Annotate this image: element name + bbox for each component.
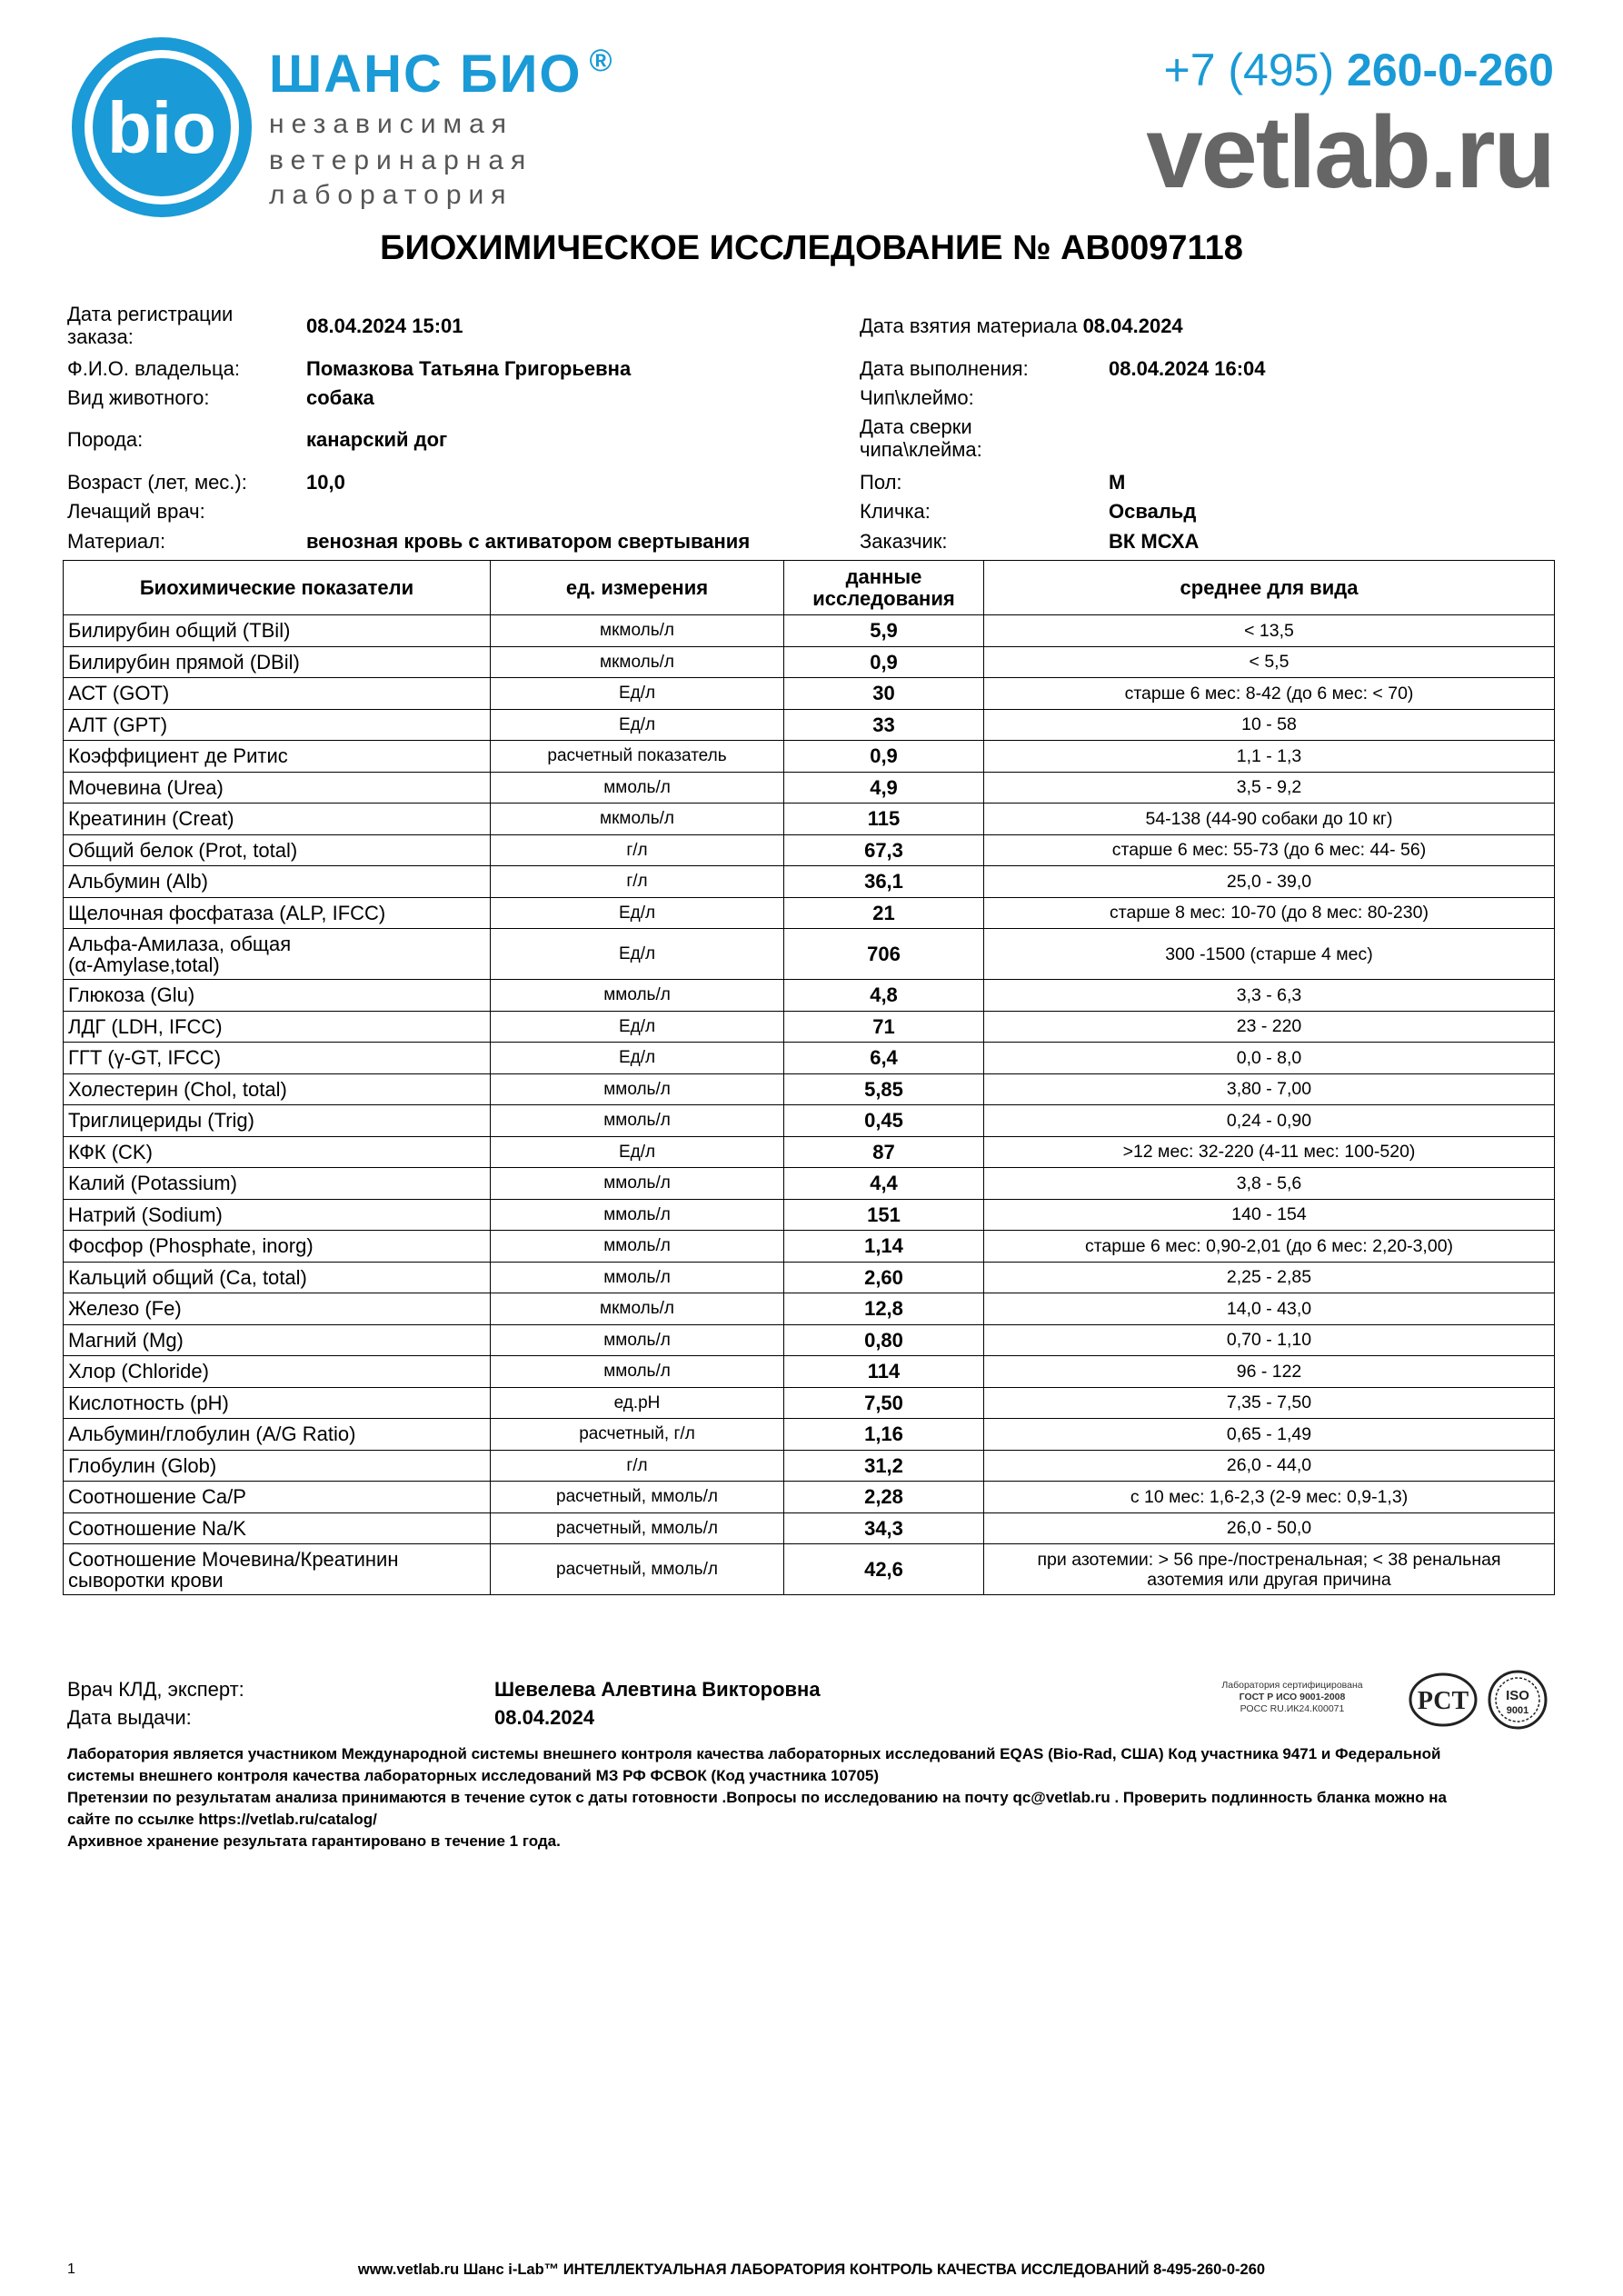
reference-range: 54-138 (44-90 собаки до 10 кг)	[984, 804, 1555, 835]
unit: г/л	[491, 1450, 784, 1482]
reference-range: 26,0 - 50,0	[984, 1512, 1555, 1544]
unit: расчетный, г/л	[491, 1419, 784, 1451]
brand-subtitle-line-2: ветеринарная	[269, 145, 533, 175]
iso-mark-number: 9001	[1506, 1705, 1529, 1716]
table-row	[64, 1011, 1555, 1043]
parameter-name: Хлор (Chloride)	[64, 1356, 491, 1388]
reg-date-value: 08.04.2024 15:01	[306, 314, 463, 337]
unit: Ед/л	[491, 678, 784, 710]
table-row	[64, 678, 1555, 710]
age-label: Возраст (лет, мес.):	[67, 471, 247, 494]
reference-range: 140 - 154	[984, 1199, 1555, 1231]
unit: Ед/л	[491, 929, 784, 980]
result-value: 67,3	[784, 834, 984, 866]
done-date-value: 08.04.2024 16:04	[1109, 357, 1266, 380]
result-value: 30	[784, 678, 984, 710]
reference-range: старше 8 мес: 10-70 (до 8 мес: 80-230)	[984, 897, 1555, 929]
table-row	[64, 929, 1555, 980]
parameter-name: Альбумин/глобулин (A/G Ratio)	[64, 1419, 491, 1451]
unit: Ед/л	[491, 1011, 784, 1043]
parameter-name: Натрий (Sodium)	[64, 1199, 491, 1231]
table-row	[64, 772, 1555, 804]
reference-range: 300 -1500 (старше 4 мес)	[984, 929, 1555, 980]
result-value: 4,9	[784, 772, 984, 804]
results-body	[64, 615, 1555, 1595]
result-value: 5,9	[784, 615, 984, 647]
brand-name: ШАНС БИО ®	[269, 44, 614, 104]
phone-number[interactable]: +7 (495) 260-0-260	[1163, 45, 1554, 95]
parameter-name: Креатинин (Creat)	[64, 804, 491, 835]
result-value: 1,16	[784, 1419, 984, 1451]
result-value: 31,2	[784, 1450, 984, 1482]
note-line: Претензии по результатам анализа принимаются в течение суток с даты готовности .Вопросы по исследованию на почту qc@vetlab.ru . Проверить подлинность бланка можно на	[67, 1789, 1447, 1806]
table-row	[64, 709, 1555, 741]
disclaimer-notes	[67, 1743, 1558, 1852]
document-title: БИОХИМИЧЕСКОЕ ИССЛЕДОВАНИЕ № АВ0097118	[380, 229, 1243, 267]
unit: мкмоль/л	[491, 615, 784, 647]
parameter-name: Альбумин (Alb)	[64, 866, 491, 898]
parameter-name: Соотношение Ca/P	[64, 1482, 491, 1513]
unit: ммоль/л	[491, 772, 784, 804]
reference-range: 3,3 - 6,3	[984, 980, 1555, 1012]
nickname-label: Кличка:	[860, 500, 931, 523]
table-row	[64, 1199, 1555, 1231]
unit: ммоль/л	[491, 1324, 784, 1356]
site-url[interactable]: vetlab.ru	[1146, 95, 1554, 209]
species-label: Вид животного:	[67, 386, 210, 409]
parameter-name: Фосфор (Phosphate, inorg)	[64, 1231, 491, 1263]
result-value: 706	[784, 929, 984, 980]
result-value: 4,4	[784, 1168, 984, 1200]
result-value: 42,6	[784, 1544, 984, 1595]
parameter-name: Железо (Fe)	[64, 1293, 491, 1325]
table-row	[64, 1105, 1555, 1137]
reference-range: 1,1 - 1,3	[984, 741, 1555, 773]
parameter-name: Соотношение Na/K	[64, 1512, 491, 1544]
table-row	[64, 980, 1555, 1012]
parameter-name: Соотношение Мочевина/Креатинин сыворотки крови	[64, 1544, 491, 1595]
result-value: 0,9	[784, 646, 984, 678]
table-row	[64, 1073, 1555, 1105]
table-row	[64, 1262, 1555, 1293]
logo-text: bio	[107, 87, 216, 168]
header-value: данные исследования	[784, 561, 984, 615]
sex-value: М	[1109, 471, 1126, 494]
reference-range: 10 - 58	[984, 709, 1555, 741]
unit: Ед/л	[491, 709, 784, 741]
sex-label: Пол:	[860, 471, 902, 494]
result-value: 115	[784, 804, 984, 835]
page-footer: www.vetlab.ru Шанс i-Lab™ ИНТЕЛЛЕКТУАЛЬНАЯ ЛАБОРАТОРИЯ КОНТРОЛЬ КАЧЕСТВА ИССЛЕДОВАНИЙ 8-495-260-0-260	[357, 2261, 1266, 2278]
table-row	[64, 1043, 1555, 1074]
table-row	[64, 1544, 1555, 1595]
table-row	[64, 804, 1555, 835]
result-value: 0,80	[784, 1324, 984, 1356]
table-row	[64, 834, 1555, 866]
sample-date: Дата взятия материала 08.04.2024	[860, 314, 1183, 337]
unit: Ед/л	[491, 897, 784, 929]
result-value: 87	[784, 1136, 984, 1168]
iso-certification-mark	[1487, 1669, 1548, 1731]
parameter-name: Калий (Potassium)	[64, 1168, 491, 1200]
table-row	[64, 1168, 1555, 1200]
reference-range: < 5,5	[984, 646, 1555, 678]
result-value: 7,50	[784, 1387, 984, 1419]
parameter-name: Глюкоза (Glu)	[64, 980, 491, 1012]
customer-label: Заказчик:	[860, 530, 948, 553]
table-header-row	[64, 561, 1555, 615]
table-row	[64, 1136, 1555, 1168]
unit: г/л	[491, 834, 784, 866]
table-row	[64, 1387, 1555, 1419]
reference-range: 0,0 - 8,0	[984, 1043, 1555, 1074]
parameter-name: Магний (Mg)	[64, 1324, 491, 1356]
unit: мкмоль/л	[491, 1293, 784, 1325]
parameter-name: Холестерин (Chol, total)	[64, 1073, 491, 1105]
unit: Ед/л	[491, 1136, 784, 1168]
parameter-name: АСТ (GOT)	[64, 678, 491, 710]
parameter-name: КФК (CK)	[64, 1136, 491, 1168]
reference-range: >12 мес: 32-220 (4-11 мес: 100-520)	[984, 1136, 1555, 1168]
certification-text: Лаборатория сертифицирована ГОСТ Р ИСО 9001-2008 РОСС RU.ИК24.К00071	[1221, 1680, 1363, 1714]
reg-date-label: Дата регистрации заказа:	[67, 303, 234, 348]
parameter-name: Общий белок (Prot, total)	[64, 834, 491, 866]
unit: ммоль/л	[491, 1262, 784, 1293]
parameter-name: Кислотность (pH)	[64, 1387, 491, 1419]
reference-range: с 10 мес: 1,6-2,3 (2-9 мес: 0,9-1,3)	[984, 1482, 1555, 1513]
note-line: Лаборатория является участником Международной системы внешнего контроля качества лабораторных исследований EQAS (Bio-Rad, США) Код участника 9471 и Федеральной	[67, 1745, 1441, 1762]
result-value: 36,1	[784, 866, 984, 898]
reference-range: < 13,5	[984, 615, 1555, 647]
reference-range: 3,8 - 5,6	[984, 1168, 1555, 1200]
page-number: 1	[67, 2261, 75, 2277]
header-parameter: Биохимические показатели	[64, 561, 491, 615]
reference-range: 23 - 220	[984, 1011, 1555, 1043]
breed-value: канарский дог	[306, 428, 448, 451]
parameter-name: Билирубин прямой (DBil)	[64, 646, 491, 678]
table-row	[64, 646, 1555, 678]
unit: ммоль/л	[491, 1356, 784, 1388]
table-row	[64, 615, 1555, 647]
parameter-name: Триглицериды (Trig)	[64, 1105, 491, 1137]
unit: расчетный, ммоль/л	[491, 1544, 784, 1595]
parameter-name: Щелочная фосфатаза (ALP, IFCC)	[64, 897, 491, 929]
reference-range: при азотемии: > 56 пре-/постренальная; < 38 ренальная азотемия или другая причина	[984, 1544, 1555, 1595]
reference-range: 7,35 - 7,50	[984, 1387, 1555, 1419]
doctor-label: Лечащий врач:	[67, 500, 205, 523]
note-line: системы внешнего контроля качества лабораторных исследований МЗ РФ ФСВОК (Код участника 10705)	[67, 1767, 880, 1784]
result-value: 0,45	[784, 1105, 984, 1137]
brand-logo	[71, 36, 253, 218]
unit: г/л	[491, 866, 784, 898]
unit: ммоль/л	[491, 1231, 784, 1263]
result-value: 4,8	[784, 980, 984, 1012]
parameter-name: Билирубин общий (TBil)	[64, 615, 491, 647]
age-value: 10,0	[306, 471, 345, 494]
unit: ммоль/л	[491, 1168, 784, 1200]
parameter-name: Мочевина (Urea)	[64, 772, 491, 804]
parameter-name: ГГТ (γ-GT, IFCC)	[64, 1043, 491, 1074]
owner-label: Ф.И.О. владельца:	[67, 357, 240, 380]
breed-label: Порода:	[67, 428, 144, 451]
chip-check-label: Дата сверки чипа\клейма:	[860, 415, 982, 461]
reference-range: 14,0 - 43,0	[984, 1293, 1555, 1325]
parameter-name: Альфа-Амилаза, общая (α-Amylase,total)	[64, 929, 491, 980]
parameter-name: Коэффициент де Ритис	[64, 741, 491, 773]
reference-range: 0,70 - 1,10	[984, 1324, 1555, 1356]
reference-range: старше 6 мес: 8-42 (до 6 мес: < 70)	[984, 678, 1555, 710]
parameter-name: ЛДГ (LDH, IFCC)	[64, 1011, 491, 1043]
customer-value: ВК МСХА	[1109, 530, 1200, 553]
unit: ммоль/л	[491, 1105, 784, 1137]
result-value: 5,85	[784, 1073, 984, 1105]
unit: Ед/л	[491, 1043, 784, 1074]
table-row	[64, 741, 1555, 773]
unit: расчетный показатель	[491, 741, 784, 773]
nickname-value: Освальд	[1109, 500, 1197, 523]
result-value: 21	[784, 897, 984, 929]
table-row	[64, 1512, 1555, 1544]
reference-range: 25,0 - 39,0	[984, 866, 1555, 898]
reference-range: старше 6 мес: 55-73 (до 6 мес: 44- 56)	[984, 834, 1555, 866]
result-value: 71	[784, 1011, 984, 1043]
done-date-label: Дата выполнения:	[860, 357, 1029, 380]
material-value: венозная кровь с активатором свертывания	[306, 530, 751, 553]
parameter-name: АЛТ (GPT)	[64, 709, 491, 741]
reference-range: 26,0 - 44,0	[984, 1450, 1555, 1482]
expert-label: Врач КЛД, эксперт:	[67, 1678, 244, 1701]
result-value: 6,4	[784, 1043, 984, 1074]
reference-range: 3,5 - 9,2	[984, 772, 1555, 804]
issue-date-value: 08.04.2024	[494, 1706, 595, 1729]
unit: мкмоль/л	[491, 804, 784, 835]
result-value: 2,60	[784, 1262, 984, 1293]
brand-subtitle-line-3: лаборатория	[269, 180, 513, 210]
rst-mark-text: РСТ	[1417, 1687, 1469, 1715]
table-row	[64, 1324, 1555, 1356]
reference-range: 3,80 - 7,00	[984, 1073, 1555, 1105]
owner-value: Помазкова Татьяна Григорьевна	[306, 357, 632, 380]
unit: ммоль/л	[491, 980, 784, 1012]
header-unit: ед. измерения	[491, 561, 784, 615]
unit: расчетный, ммоль/л	[491, 1482, 784, 1513]
result-value: 2,28	[784, 1482, 984, 1513]
parameter-name: Глобулин (Glob)	[64, 1450, 491, 1482]
table-row	[64, 866, 1555, 898]
species-value: собака	[306, 386, 374, 409]
result-value: 114	[784, 1356, 984, 1388]
results-table	[63, 560, 1555, 1595]
reference-range: 0,24 - 0,90	[984, 1105, 1555, 1137]
result-value: 34,3	[784, 1512, 984, 1544]
table-row	[64, 1293, 1555, 1325]
reference-range: 2,25 - 2,85	[984, 1262, 1555, 1293]
table-row	[64, 1419, 1555, 1451]
reference-range: 96 - 122	[984, 1356, 1555, 1388]
expert-value: Шевелева Алевтина Викторовна	[494, 1678, 821, 1701]
table-row	[64, 1231, 1555, 1263]
table-row	[64, 1482, 1555, 1513]
result-value: 151	[784, 1199, 984, 1231]
note-line: Архивное хранение результата гарантировано в течение 1 года.	[67, 1832, 561, 1850]
unit: расчетный, ммоль/л	[491, 1512, 784, 1544]
table-row	[64, 1356, 1555, 1388]
unit: мкмоль/л	[491, 646, 784, 678]
unit: ммоль/л	[491, 1073, 784, 1105]
issue-date-label: Дата выдачи:	[67, 1706, 192, 1729]
rst-certification-mark	[1407, 1671, 1479, 1729]
header-reference: среднее для вида	[984, 561, 1555, 615]
unit: ед.pH	[491, 1387, 784, 1419]
result-value: 0,9	[784, 741, 984, 773]
reference-range: старше 6 мес: 0,90-2,01 (до 6 мес: 2,20-3,00)	[984, 1231, 1555, 1263]
table-row	[64, 1450, 1555, 1482]
chip-label: Чип\клеймо:	[860, 386, 974, 409]
result-value: 12,8	[784, 1293, 984, 1325]
note-line: сайте по ссылке https://vetlab.ru/catalog/	[67, 1811, 377, 1828]
reference-range: 0,65 - 1,49	[984, 1419, 1555, 1451]
result-value: 1,14	[784, 1231, 984, 1263]
result-value: 33	[784, 709, 984, 741]
brand-subtitle-line-1: независимая	[269, 109, 514, 139]
table-row	[64, 897, 1555, 929]
unit: ммоль/л	[491, 1199, 784, 1231]
material-label: Материал:	[67, 530, 166, 553]
iso-mark-text: ISO	[1506, 1688, 1529, 1703]
parameter-name: Кальций общий (Ca, total)	[64, 1262, 491, 1293]
